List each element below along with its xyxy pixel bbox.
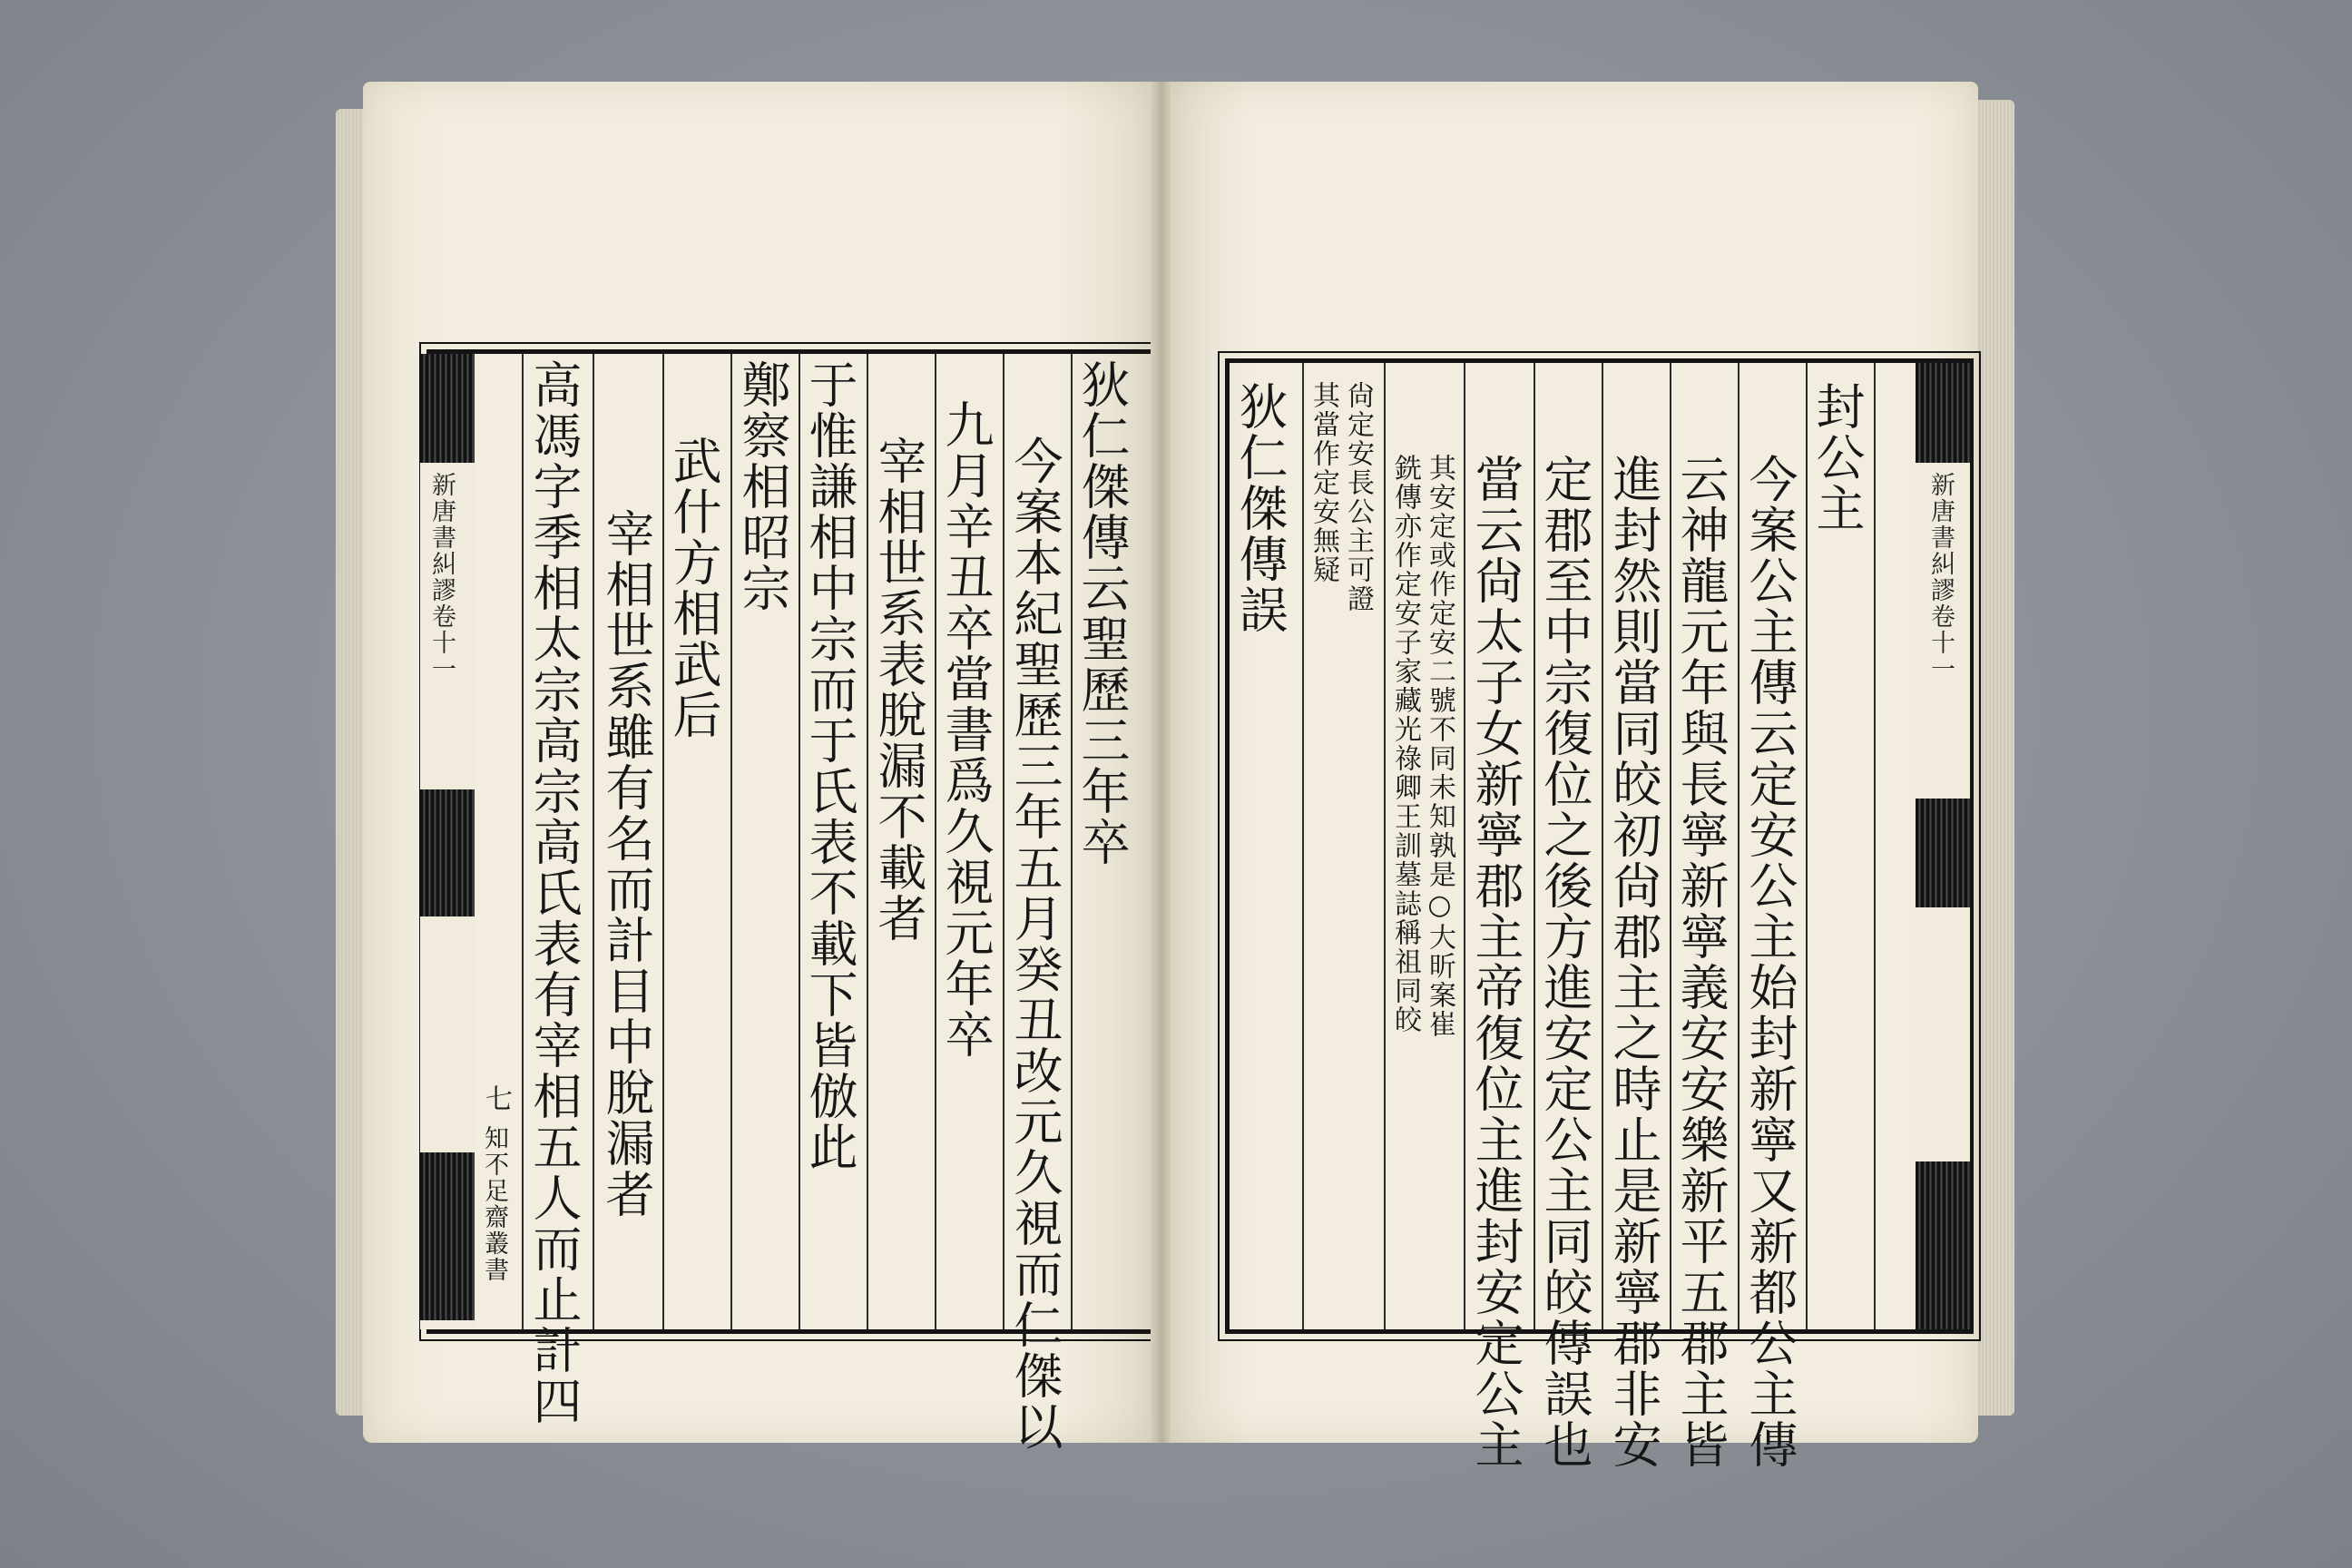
right-page [1171,82,1978,1470]
text-column-7: 武什方相武后 [665,436,722,740]
text-column-2: 今案本紀聖歷三年五月癸丑改元久視而仁傑以 [1006,436,1063,1452]
right-banxin [1916,363,1970,1329]
left-page-frame [426,349,1180,1452]
text-column-6: 鄭察相昭宗 [734,359,791,613]
text-column-3: 九月辛丑卒當書爲久視元年卒 [937,399,995,1060]
open-book [336,82,2014,1479]
text-column-4: 進封然則當同皎初尙郡主之時止是新寧郡非安 [1605,454,1662,1470]
left-page [363,82,1152,1452]
text-column-11: 狄仁傑傳誤 [1231,381,1289,635]
text-column-8: 銑傳亦作定安子家藏光祿卿王訓墓誌稱祖同皎 [1389,454,1421,1034]
right-page-frame [1225,358,1974,1470]
text-column-1: 封公主 [1808,381,1866,534]
text-column-8: 宰相世系雖有名而計目中脫漏者 [598,508,655,1220]
left-banxin-title: 新唐書糾謬卷十一 [427,472,456,682]
text-column-9: 高馮字季相太宗高宗高氏表有宰相五人而止計四 [525,359,583,1426]
text-column-10: 其當作定安無疑 [1308,381,1339,584]
text-column-6: 當云尙太子女新寧郡主帝復位主進封安定公主 [1467,454,1524,1470]
text-column-5: 于惟謙相中宗而于氏表不載下皆倣此 [801,359,858,1172]
printer-name: 知不足齋叢書 [480,1125,508,1283]
text-column-1: 狄仁傑傳云聖歷三年卒 [1073,359,1131,867]
text-column-5: 定郡至中宗復位之後方進安定公主同皎傳誤也 [1536,454,1593,1470]
right-banxin-title: 新唐書糾謬卷十一 [1926,472,1955,682]
left-banxin [420,354,475,1329]
text-column-2: 今案公主傳云定安公主始封新寧又新都公主傳 [1741,454,1798,1470]
book-gutter [1151,82,1172,1443]
text-column-3: 云神龍元年與長寧新寧義安安樂新平五郡主皆 [1672,454,1730,1470]
text-column-7: 其安定或作定安二號不同未知孰是○大昕案崔 [1424,454,1455,1039]
text-column-4: 宰相世系表脫漏不載者 [870,436,927,944]
folio-number: 七 [480,1084,512,1113]
page-edges-right [1978,100,2014,1416]
text-column-9: 尙定安長公主可證 [1342,381,1374,613]
